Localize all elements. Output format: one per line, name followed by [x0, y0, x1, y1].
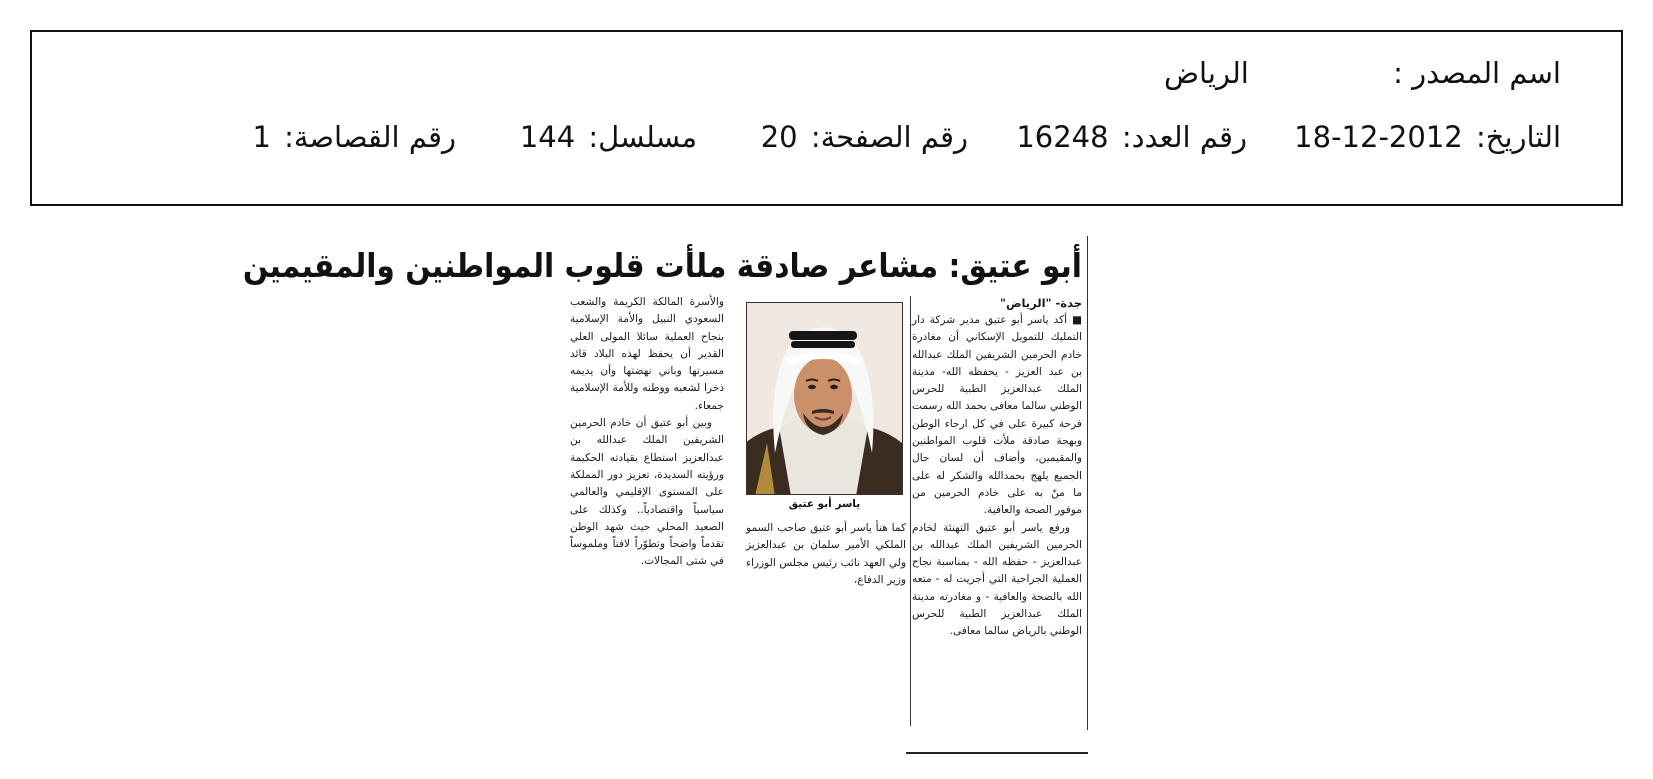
- column-rule: [910, 296, 911, 726]
- photo-caption: ياسر أبو عتيق: [788, 498, 861, 510]
- metadata-box: [30, 30, 1623, 206]
- date-value: 2012-12-18: [1294, 120, 1463, 154]
- article-column-right: [912, 294, 1082, 641]
- article-paragraph: ورفع ياسر أبو عتيق التهنئة لخادم الحرمين الشريفين الملك عبدالله بن عبدالعزيز - حفظه الله - بمناسبة نجاح العملية الجراحية التي أجريت له - متعه الله بالصحة والعافية - و مغادرته مدينة الملك عبدالعزيز الطبية للحرس الوطني بالرياض سالما معافى.: [912, 521, 1082, 638]
- serial-value: 144: [519, 120, 576, 154]
- issue-label: رقم العدد:: [1121, 120, 1247, 154]
- article-column-middle: كما هنأ ياسر أبو عتيق صاحب السمو الملكي الأمير سلمان بن عبدالعزيز ولي العهد نائب رئيس مجلس الوزراء وزير الدفاع،: [746, 522, 906, 586]
- clip-label: رقم القصاصة:: [284, 120, 456, 154]
- clip-field: [252, 120, 456, 154]
- article-paragraph: ■ أكد ياسر أبو عتيق مدير شركة دار التمليك للتمويل الإسكاني أن مغادرة خادم الحرمين الشريفين الملك عبدالله بن عبد العزيز - يحفظه الله- مدينة الملك عبدالعزيز الطبية للحرس الوطني سالما معافى بحمد الله رسمت فرحة كبيرة على في كل ارجاء الوطن وبهجة صادقة ملأت قلوب المواطنين والمقيمين، وأضاف أن لسان حال الجميع يلهج بحمدالله والشكر له على ما منّ به على خادم الحرمين من موفور الصحة والعافية.: [912, 314, 1082, 517]
- portrait-photo: [746, 302, 903, 495]
- article-headline: أبو عتيق: مشاعر صادقة ملأت قلوب المواطنين والمقيمين: [242, 246, 1083, 285]
- bottom-rule: [906, 752, 1088, 754]
- serial-label: مسلسل:: [588, 120, 697, 154]
- article-paragraph: والأسرة المالكة الكريمة والشعب السعودي النبيل والأمة الإسلامية بنجاح العملية سائلا المولى العلي القدير أن يحفظ لهذه البلاد قائد مسيرتها وباني نهضتها وأن يديمه ذخرا لشعبه ووطنه وللأمة الإسلامية جمعاء.: [570, 296, 724, 412]
- date-label: التاريخ:: [1475, 120, 1561, 154]
- column-rule-outer: [1087, 236, 1088, 730]
- article-paragraph: وبين أبو عتيق أن خادم الحرمين الشريفين الملك عبدالله بن عبدالعزيز استطاع بقيادته الحكيمة ورؤيته السديدة، تعزيز دور المملكة على المستوى الإقليمي والعالمي سياسياً واقتصادياً.. وكذلك على الصعيد المحلي حيث شهد الوطن تقدماً واضحاً وتطوّراً لافتاً وملموساً في شتى المجالات.: [570, 417, 724, 568]
- date-field: [1294, 120, 1561, 154]
- issue-value: 16248: [1016, 120, 1109, 154]
- source-label: اسم المصدر :: [1393, 56, 1561, 90]
- serial-field: [520, 120, 697, 154]
- page-label: رقم الصفحة:: [810, 120, 968, 154]
- issue-field: [1016, 120, 1247, 154]
- clip-value: 1: [252, 120, 271, 154]
- page-field: [761, 120, 968, 154]
- article-column-left: [570, 294, 724, 571]
- portrait-image: [746, 303, 902, 495]
- source-value: الرياض: [1164, 56, 1249, 90]
- newspaper-clipping: [242, 236, 1088, 758]
- article-byline: جدة- "الرياض": [1000, 296, 1082, 310]
- source-row: [1164, 56, 1561, 90]
- page-value: 20: [760, 120, 798, 154]
